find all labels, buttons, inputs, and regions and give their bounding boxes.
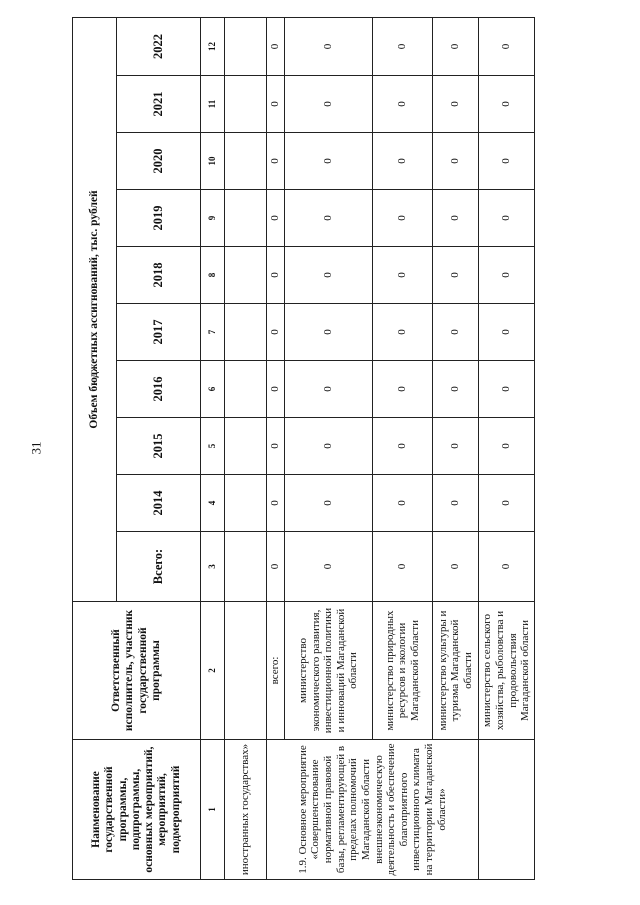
value-cell: 0 [479, 76, 535, 133]
value-cell: 0 [373, 190, 433, 247]
header-name-column: Наименование государственной программы, подпрограммы, основных мероприятий, мероприятий, подмероприятий [73, 740, 201, 880]
value-cell: 0 [285, 76, 373, 133]
value-cell: 0 [267, 361, 285, 418]
value-cell: 0 [373, 475, 433, 532]
value-cell: 0 [479, 361, 535, 418]
executor-cell: министерство сельского хозяйства, рыболовства и продовольствия Магаданской области [479, 602, 535, 740]
value-cell: 0 [267, 418, 285, 475]
value-cell: 0 [479, 532, 535, 602]
table-row [225, 17, 267, 879]
value-cell: 0 [433, 133, 479, 190]
header-year-2017: 2017 [117, 304, 201, 361]
value-cell: 0 [479, 190, 535, 247]
value-cell: 0 [479, 418, 535, 475]
value-cell: 0 [285, 532, 373, 602]
value-cell: 0 [373, 304, 433, 361]
budget-table [72, 17, 535, 880]
value-cell: 0 [433, 418, 479, 475]
value-cell: 0 [479, 304, 535, 361]
value-cell [225, 17, 267, 75]
value-cell [225, 76, 267, 133]
col-number: 7 [201, 304, 225, 361]
value-cell: 0 [373, 418, 433, 475]
value-cell: 0 [267, 17, 285, 75]
col-number: 11 [201, 76, 225, 133]
value-cell [225, 133, 267, 190]
value-cell [225, 475, 267, 532]
value-cell: 0 [373, 361, 433, 418]
header-year-2019: 2019 [117, 190, 201, 247]
program-name-cell-empty [479, 740, 535, 880]
col-number: 5 [201, 418, 225, 475]
executor-cell: всего: [267, 602, 285, 740]
value-cell: 0 [285, 361, 373, 418]
table-row [479, 17, 535, 879]
executor-cell: министерство культуры и туризма Магаданской области [433, 602, 479, 740]
value-cell: 0 [285, 17, 373, 75]
value-cell [225, 361, 267, 418]
value-cell: 0 [267, 76, 285, 133]
value-cell: 0 [285, 133, 373, 190]
value-cell: 0 [267, 475, 285, 532]
page-number: 31 [28, 441, 44, 455]
value-cell: 0 [433, 17, 479, 75]
executor-cell [225, 602, 267, 740]
value-cell [225, 418, 267, 475]
header-year-2018: 2018 [117, 247, 201, 304]
header-year-2015: 2015 [117, 418, 201, 475]
value-cell [225, 190, 267, 247]
col-number: 8 [201, 247, 225, 304]
value-cell: 0 [433, 361, 479, 418]
col-number: 6 [201, 361, 225, 418]
col-number: 12 [201, 17, 225, 75]
value-cell: 0 [479, 247, 535, 304]
value-cell: 0 [267, 190, 285, 247]
col-number: 4 [201, 475, 225, 532]
column-number-row [201, 17, 225, 879]
col-number: 10 [201, 133, 225, 190]
value-cell: 0 [373, 532, 433, 602]
value-cell: 0 [433, 76, 479, 133]
header-year-2014: 2014 [117, 475, 201, 532]
value-cell: 0 [285, 418, 373, 475]
value-cell: 0 [267, 133, 285, 190]
executor-cell: министерство экономического развития, инвестиционной политики и инноваций Магаданской области [285, 602, 373, 740]
value-cell: 0 [433, 190, 479, 247]
header-year-2016: 2016 [117, 361, 201, 418]
col-number: 9 [201, 190, 225, 247]
value-cell: 0 [285, 247, 373, 304]
header-total: Всего: [117, 532, 201, 602]
rotated-table-container [72, 18, 532, 880]
value-cell: 0 [285, 475, 373, 532]
header-year-2020: 2020 [117, 133, 201, 190]
value-cell: 0 [433, 475, 479, 532]
value-cell: 0 [433, 247, 479, 304]
table-row [267, 17, 285, 879]
value-cell: 0 [433, 304, 479, 361]
value-cell: 0 [373, 76, 433, 133]
value-cell: 0 [285, 304, 373, 361]
col-number: 1 [201, 740, 225, 880]
program-name-cell: иностранных государствах» [225, 740, 267, 880]
value-cell: 0 [267, 304, 285, 361]
value-cell: 0 [267, 532, 285, 602]
col-number: 3 [201, 532, 225, 602]
header-year-2021: 2021 [117, 76, 201, 133]
header-year-2022: 2022 [117, 17, 201, 75]
program-name-cell: 1.9. Основное мероприятие «Совершенствование нормативной правовой базы, регламентирующей в пределах полномочий Магаданской области внешнеэкономическую деятельность и обеспечение благоприятного инвестиционного климата на территории Магаданской области» [267, 740, 479, 880]
value-cell: 0 [479, 133, 535, 190]
value-cell: 0 [373, 133, 433, 190]
value-cell: 0 [285, 190, 373, 247]
value-cell [225, 247, 267, 304]
value-cell: 0 [433, 532, 479, 602]
header-executor-column: Ответственный исполнитель, участник государственной программы [73, 602, 201, 740]
value-cell [225, 532, 267, 602]
header-budget: Объем бюджетных ассигнований, тыс. рублей [73, 17, 117, 601]
value-cell: 0 [479, 475, 535, 532]
executor-cell: министерство природных ресурсов и экологии Магаданской области [373, 602, 433, 740]
value-cell [225, 304, 267, 361]
value-cell: 0 [373, 17, 433, 75]
value-cell: 0 [267, 247, 285, 304]
col-number: 2 [201, 602, 225, 740]
value-cell: 0 [373, 247, 433, 304]
value-cell: 0 [479, 17, 535, 75]
